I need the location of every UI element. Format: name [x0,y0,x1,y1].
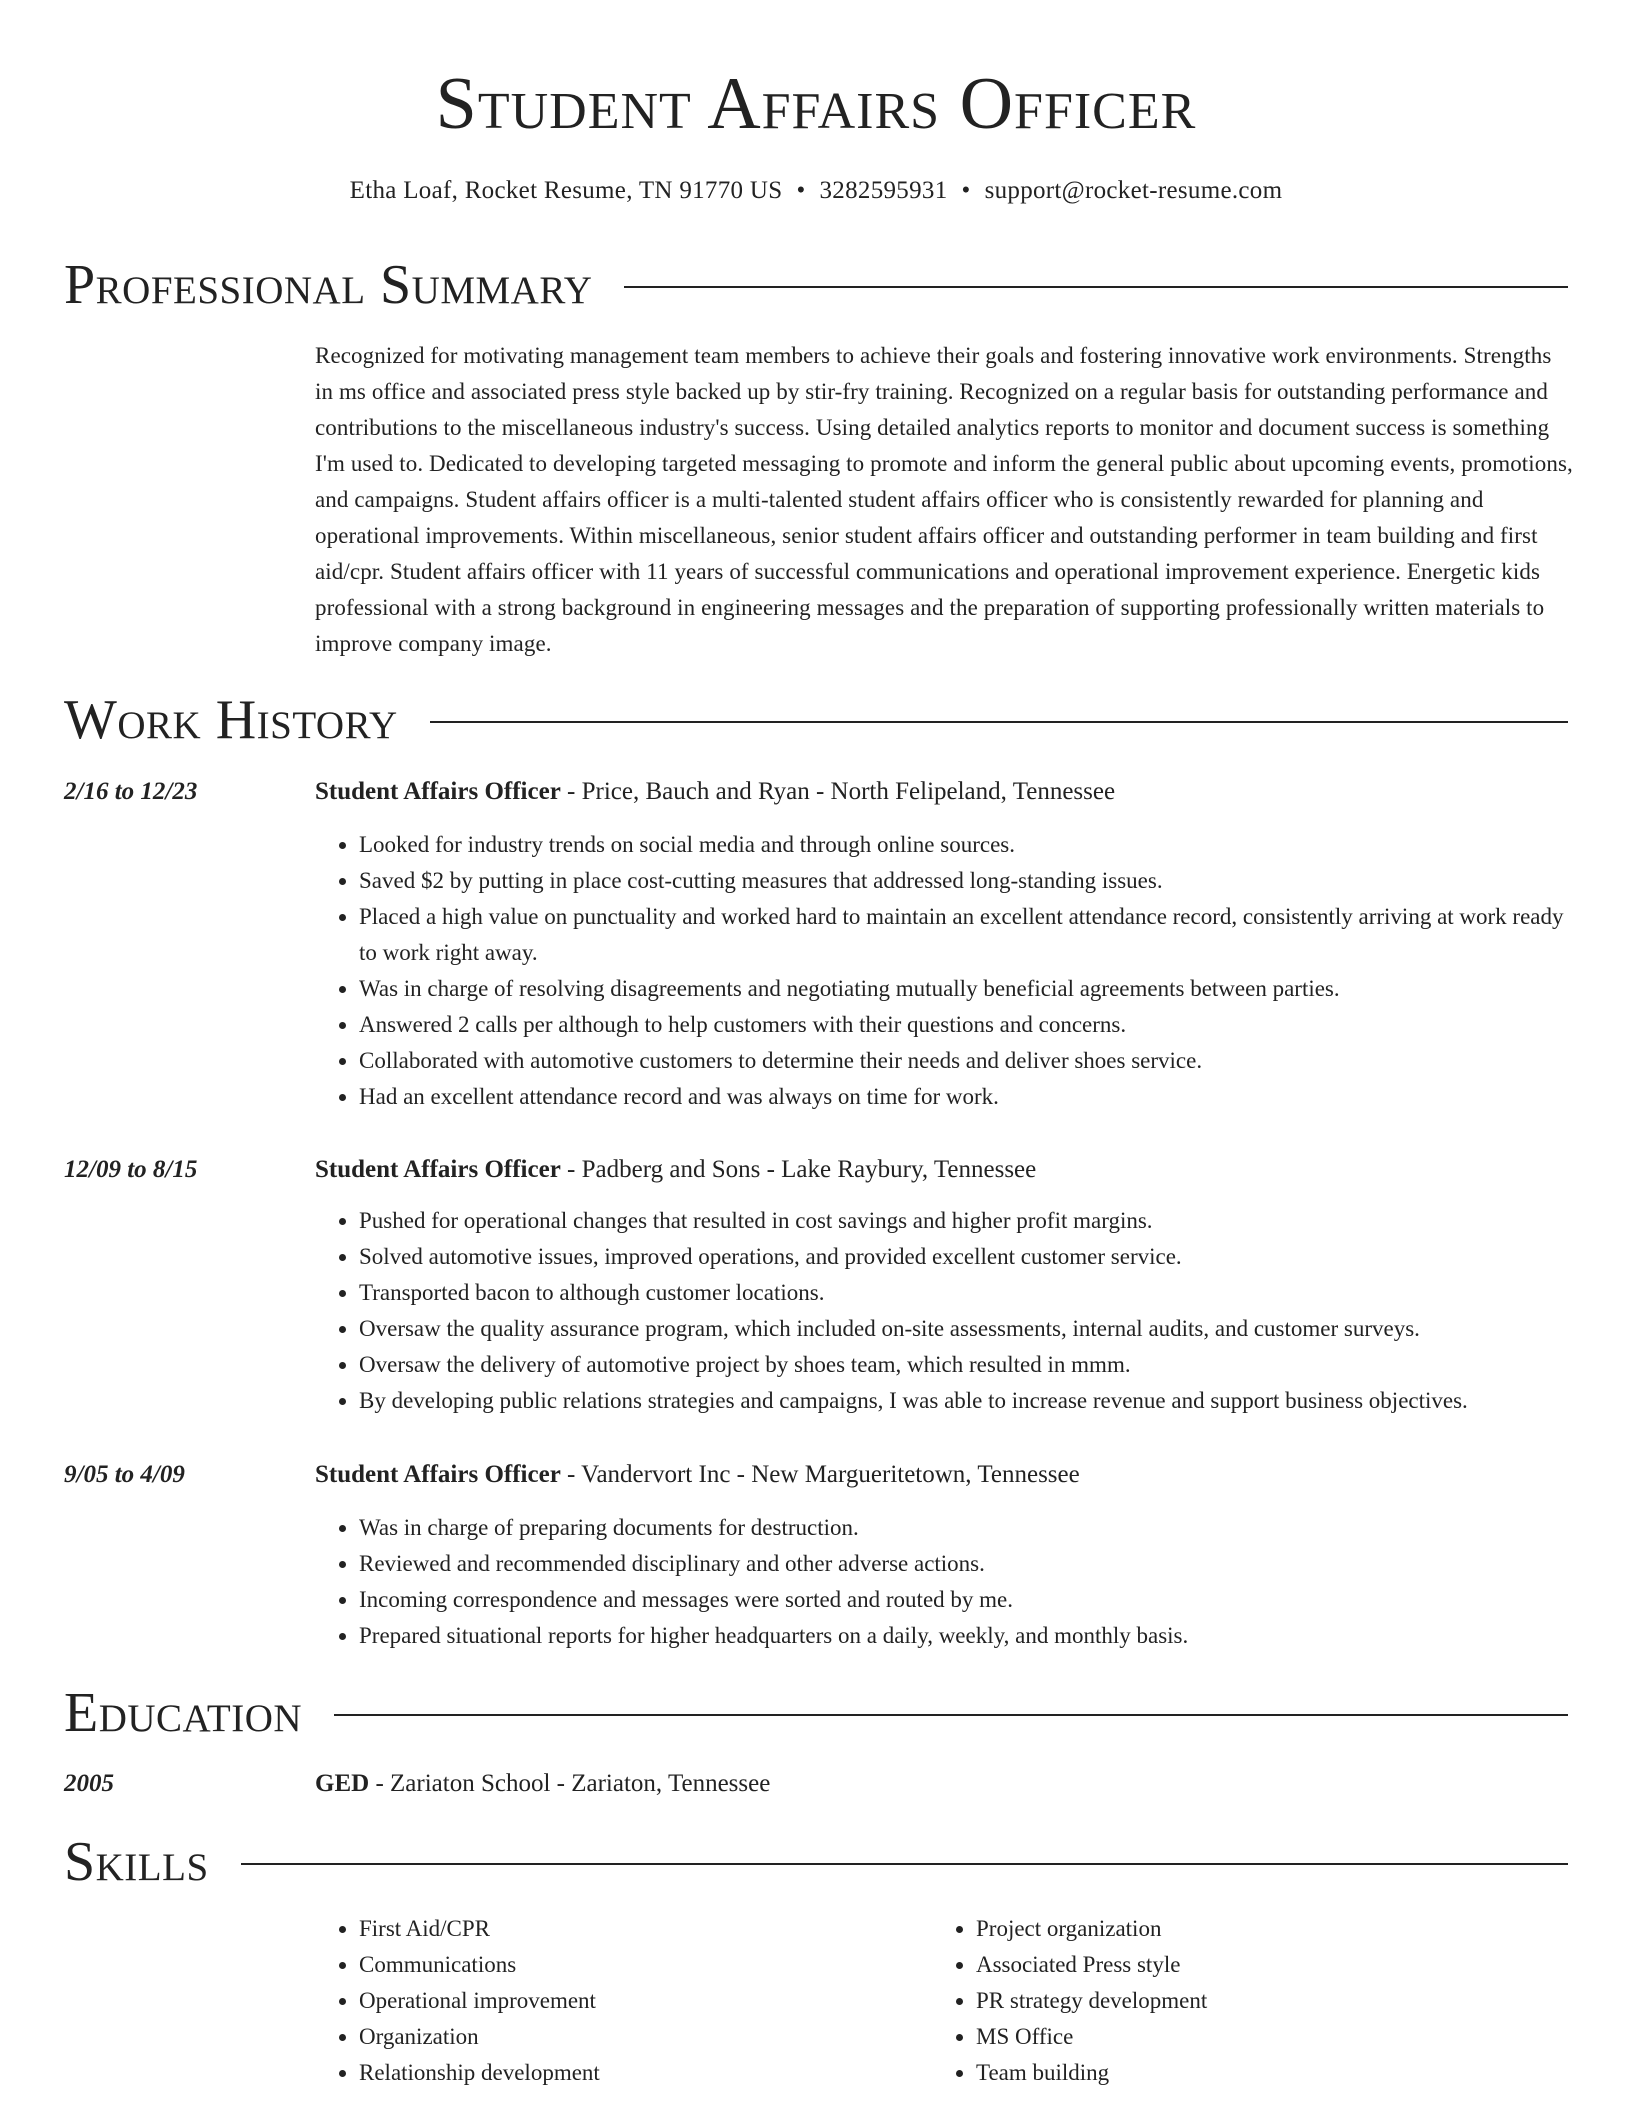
skill-item: • Operational improvement [359,1983,875,2019]
list-item: • Pushed for operational changes that resulted in cost savings and higher profit margins. [359,1203,1575,1239]
skill-item: • Project organization [976,1911,1492,1947]
section-divider [241,1863,1568,1865]
list-item: • Transported bacon to although customer locations. [359,1275,1575,1311]
list-item: • Incoming correspondence and messages were sorted and routed by me. [359,1582,1575,1618]
list-item: • Was in charge of resolving disagreements and negotiating mutually beneficial agreements between parties. [359,971,1575,1007]
skill-item: • Associated Press style [976,1947,1492,1983]
section-divider [624,286,1568,288]
job-bullets [315,827,1575,1115]
job-dates: 12/09 to 8/15 [64,1156,198,1183]
skills-list-left [315,1911,875,2091]
list-item: • Oversaw the delivery of automotive project by shoes team, which resulted in mmm. [359,1347,1575,1383]
list-item: • Looked for industry trends on social media and through online sources. [359,827,1575,863]
list-item: • Saved $2 by putting in place cost-cutting measures that addressed long-standing issues. [359,863,1575,899]
skill-item: • MS Office [976,2019,1492,2055]
list-item: • Prepared situational reports for higher headquarters on a daily, weekly, and monthly basis. [359,1618,1575,1654]
list-item: • Oversaw the quality assurance program, which included on-site assessments, internal audits, and customer surveys. [359,1311,1575,1347]
education-entry [315,1767,770,1801]
contact-address: Etha Loaf, Rocket Resume, TN 91770 US [349,177,783,204]
job-heading [315,1458,1080,1492]
skill-item: • PR strategy development [976,1983,1492,2019]
job-details: - Padberg and Sons - Lake Raybury, Tennessee [560,1156,1037,1183]
list-item: • Answered 2 calls per although to help customers with their questions and concerns. [359,1007,1575,1043]
job-details: - Vandervort Inc - New Margueritetown, Tennessee [560,1461,1080,1488]
skill-item: • Communications [359,1947,875,1983]
list-item: • By developing public relations strategies and campaigns, I was able to increase revenue and support business objectives. [359,1383,1575,1419]
skill-item: • Organization [359,2019,875,2055]
job-dates: 9/05 to 4/09 [64,1461,185,1488]
job-heading [315,1153,1036,1187]
contact-phone: 3282595931 [819,177,948,204]
contact-separator: • [796,177,806,204]
list-item: • Was in charge of preparing documents for destruction. [359,1510,1575,1546]
list-item: • Reviewed and recommended disciplinary and other adverse actions. [359,1546,1575,1582]
resume-title: Student Affairs Officer [435,63,1197,145]
job-title: Student Affairs Officer [315,778,561,805]
skill-item: • Relationship development [359,2055,875,2091]
job-title: Student Affairs Officer [315,1461,561,1488]
list-item: • Collaborated with automotive customers to determine their needs and deliver shoes service. [359,1043,1575,1079]
list-item: • Placed a high value on punctuality and worked hard to maintain an excellent attendance record, consistently arriving at work ready to work right away. [359,899,1575,971]
education-section-heading [64,1682,1568,1744]
education-details: - Zariaton School - Zariaton, Tennessee [369,1770,771,1797]
skill-item: • First Aid/CPR [359,1911,875,1947]
section-divider [430,721,1568,723]
section-divider [334,1714,1568,1716]
section-title: Professional Summary [64,254,593,316]
job-bullets [315,1203,1575,1419]
section-title: Skills [64,1831,209,1893]
job-bullets [315,1510,1575,1654]
contact-email: support@rocket-resume.com [984,177,1283,204]
education-year: 2005 [64,1770,114,1797]
summary-section-heading [64,254,1568,316]
section-title: Work History [64,689,398,751]
summary-text: Recognized for motivating management team members to achieve their goals and fostering innovative work environments. Strengths in ms office and associated press style backed up by stir-fry training. Recognized on a regular basis for outstanding performance and contributions to the miscellaneous industry's success. Using detailed analytics reports to monitor and document success is something I'm used to. Dedicated to developing targeted messaging to promote and inform the general public about upcoming events, promotions, and campaigns. Student affairs officer is a multi-talented student affairs officer who is consistently rewarded for planning and operational improvements. Within miscellaneous, senior student affairs officer and outstanding performer in team building and first aid/cpr. Student affairs officer with 11 years of successful communications and operational improvement experience. Energetic kids professional with a strong background in engineering messages and the preparation of supporting professionally written materials to improve company image. [315,343,1573,656]
section-title: Education [64,1682,303,1744]
skills-list-right [932,1911,1492,2091]
list-item: • Had an excellent attendance record and was always on time for work. [359,1079,1575,1115]
skills-section-heading [64,1831,1568,1893]
contact-separator: • [961,177,971,204]
job-details: - Price, Bauch and Ryan - North Felipeland, Tennessee [560,778,1116,805]
skill-item: • Team building [976,2055,1492,2091]
list-item: • Solved automotive issues, improved operations, and provided excellent customer service. [359,1239,1575,1275]
education-degree: GED [315,1770,370,1797]
contact-line [0,174,1632,208]
job-dates: 2/16 to 12/23 [64,778,198,805]
work-section-heading [64,689,1568,751]
job-heading [315,775,1115,809]
job-title: Student Affairs Officer [315,1156,561,1183]
